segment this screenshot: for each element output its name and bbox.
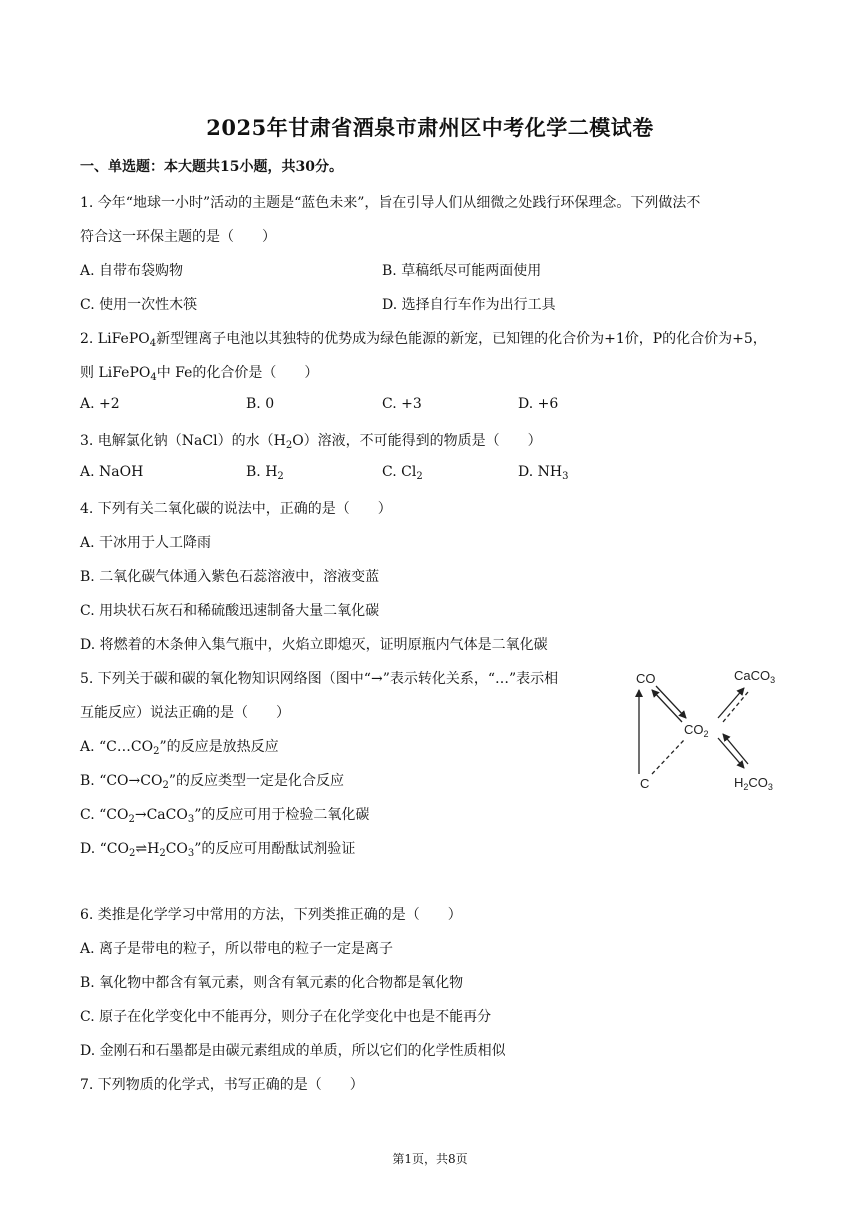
arrow-co2-to-h2co3: [718, 738, 744, 768]
q1-option-d: D. 选择自行车作为出行工具: [382, 297, 556, 313]
q5-option-b: B. “$CO\to CO_2$”的反应类型一定是化合反应: [80, 773, 345, 791]
q5-option-d: D. “$CO_2\rightleftharpoons H_2CO_3$”的反应可用酚酞试剂验证: [80, 841, 356, 859]
page-title: 2025年甘肃省酒泉市肃州区中考化学二模试卷: [206, 115, 654, 140]
diagram-label-caco3: CaCO$_3$: [734, 668, 776, 685]
q7-stem: 7. 下列物质的化学式，书写正确的是（ ）: [80, 1077, 364, 1093]
q4-option-b: B. 二氧化碳气体通入紫色石蕊溶液中，溶液变蓝: [80, 569, 380, 585]
q2-stem-line2: 则 LiFePO$_4$中 Fe的化合价是（ ）: [80, 365, 319, 383]
q6-option-c: C. 原子在化学变化中不能再分，则分子在化学变化中也是不能再分: [80, 1009, 492, 1025]
q4-option-d: D. 将燃着的木条伸入集气瓶中，火焰立即熄灭，证明原瓶内气体是二氧化碳: [80, 637, 548, 653]
q6-option-b: B. 氧化物中都含有氧元素，则含有氧元素的化合物都是氧化物: [80, 975, 464, 991]
q5-option-c: C. “$CO_2\to CaCO_3$”的反应可用于检验二氧化碳: [80, 807, 370, 825]
q2-stem-line1: 2. LiFePO$_4$新型锂离子电池以其独特的优势成为绿色能源的新宠，已知锂的化合价为+1价，P的化合价为+5，: [80, 331, 767, 349]
q1-stem-line2: 符合这一环保主题的是（ ）: [80, 229, 276, 245]
q2-option-a: A. +2: [80, 396, 120, 412]
q1-option-a: A. 自带布袋购物: [80, 263, 184, 279]
q3-option-c: C. $Cl_2$: [382, 464, 423, 482]
q6-option-d: D. 金刚石和石墨都是由碳元素组成的单质，所以它们的化学性质相似: [80, 1043, 506, 1059]
q5-stem-line2: 互能反应）说法正确的是（ ）: [80, 705, 290, 721]
q4-option-a: A. 干冰用于人工降雨: [80, 535, 212, 551]
dash-c-co2: [652, 740, 684, 774]
carbon-network-diagram: [626, 660, 786, 796]
q3-stem: 3. 电解氯化钠（NaCl）的水$(H_2O)$溶液，不可能得到的物质是（ ）: [80, 433, 542, 451]
arrow-co-to-co2: [656, 686, 686, 718]
q3-option-b: B. $H_2$: [246, 464, 284, 482]
q5-stem-line1: 5. 下列关于碳和碳的氧化物知识网络图（图中“→”表示转化关系，“…”表示相: [80, 671, 559, 687]
q3-option-a: A. NaOH: [80, 464, 144, 480]
q2-option-d: D. +6: [518, 396, 559, 412]
q2-option-b: B. 0: [246, 396, 275, 412]
q5-option-a: A. “$C\dots CO_2$”的反应是放热反应: [80, 739, 279, 757]
q4-option-c: C. 用块状石灰石和稀硫酸迅速制备大量二氧化碳: [80, 603, 380, 619]
diagram-label-c: C: [640, 776, 650, 791]
section-heading: 一、单选题：本大题共15小题，共30分。: [80, 159, 343, 175]
arrow-co2-to-co: [652, 690, 682, 722]
page-footer: 第1页，共8页: [392, 1152, 468, 1166]
diagram-label-h2co3: $H_2CO_3$: [734, 775, 773, 792]
q3-option-d: D. $NH_3$: [518, 464, 569, 482]
q6-stem: 6. 类推是化学学习中常用的方法，下列类推正确的是（ ）: [80, 907, 462, 923]
diagram-label-co: CO: [636, 671, 656, 686]
q1-option-c: C. 使用一次性木筷: [80, 297, 198, 313]
q4-stem: 4. 下列有关二氧化碳的说法中，正确的是（ ）: [80, 501, 392, 517]
q1-stem-line1: 1. 今年“地球一小时”活动的主题是“蓝色未来”，旨在引导人们从细微之处践行环保理念。下列做法不: [80, 195, 701, 211]
diagram-label-co2: $CO_2$: [684, 722, 709, 739]
q1-option-b: B. 草稿纸尽可能两面使用: [382, 263, 542, 279]
q2-option-c: C. +3: [382, 396, 422, 412]
q6-option-a: A. 离子是带电的粒子，所以带电的粒子一定是离子: [80, 941, 394, 957]
arrow-co2-to-caco3: [718, 688, 744, 718]
